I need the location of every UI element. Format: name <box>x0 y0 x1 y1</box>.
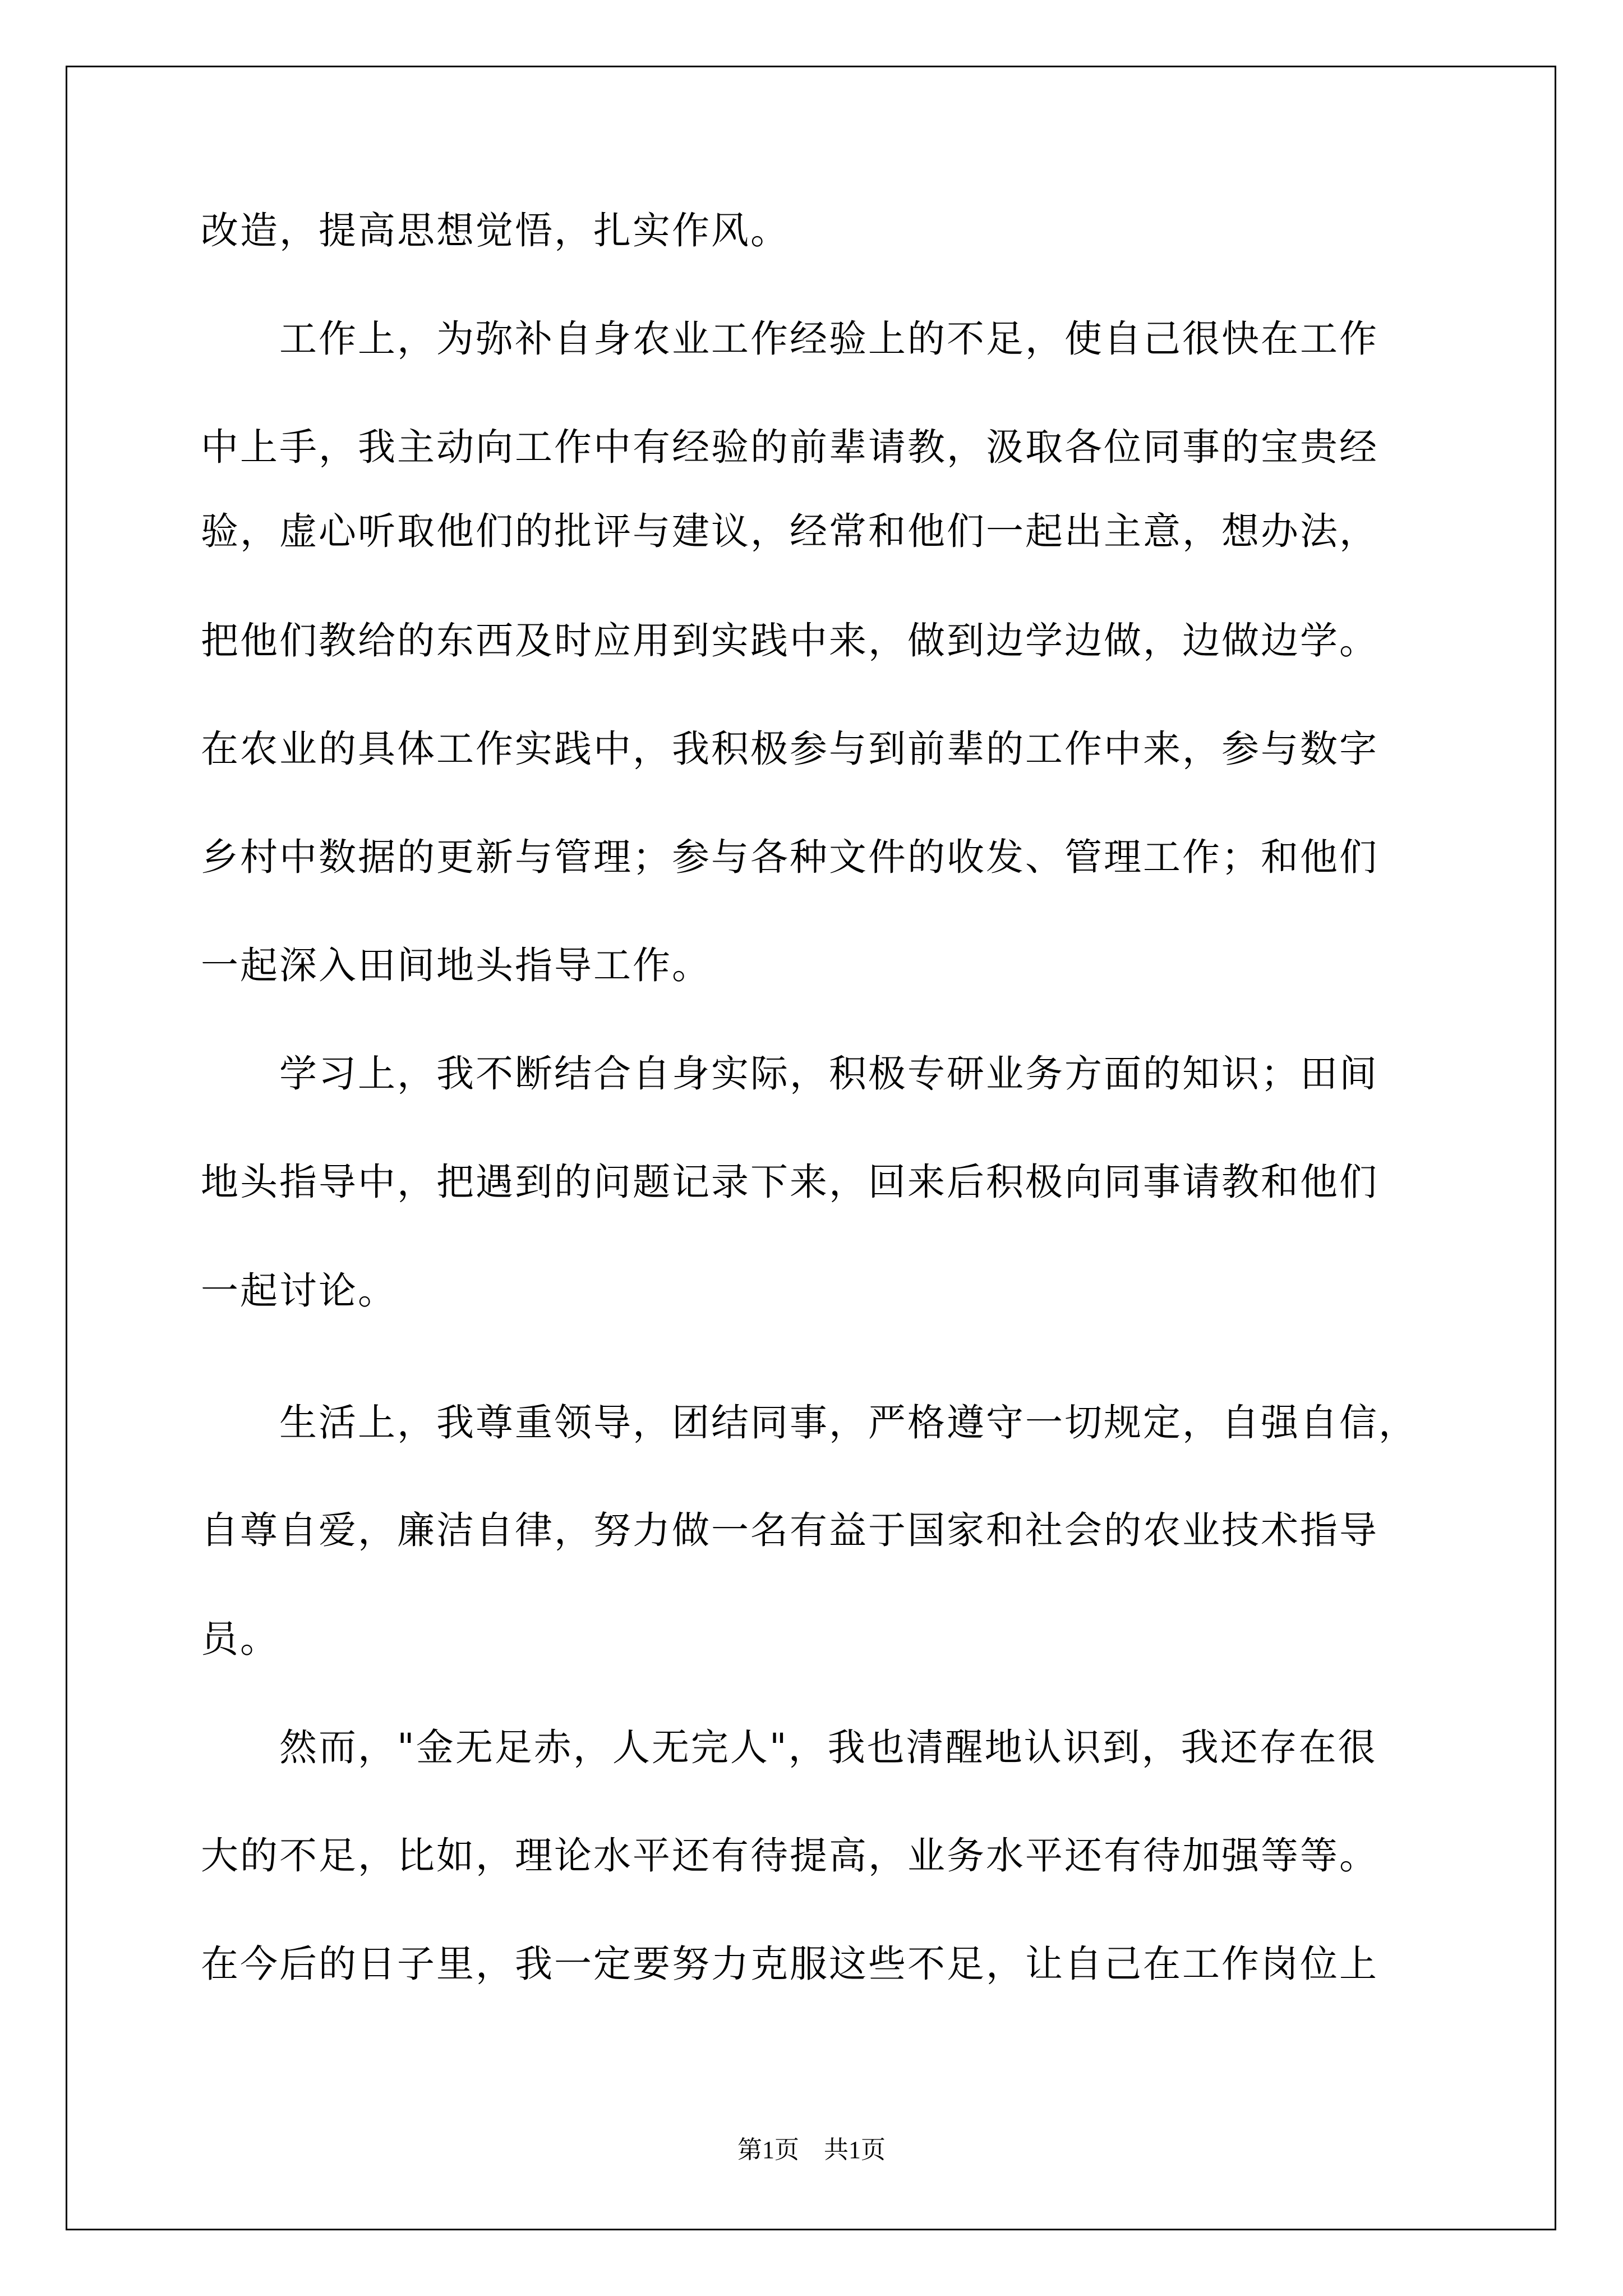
text-line: 工作上，为弥补自身农业工作经验上的不足，使自己很快在工作 <box>201 317 1378 361</box>
text-line: 然而，"金无足赤，人无完人"，我也清醒地认识到，我还存在很 <box>201 1726 1377 1769</box>
text-line: 一起深入田间地头指导工作。 <box>201 944 711 987</box>
text-line: 改造，提高思想觉悟，扎实作风。 <box>201 209 790 252</box>
text-line: 乡村中数据的更新与管理；参与各种文件的收发、管理工作；和他们 <box>201 835 1378 879</box>
text-line: 学习上，我不断结合自身实际，积极专研业务方面的知识；田间 <box>201 1052 1378 1096</box>
text-line: 一起讨论。 <box>201 1269 397 1313</box>
text-line: 中上手，我主动向工作中有经验的前辈请教，汲取各位同事的宝贵经 <box>201 425 1378 469</box>
text-line: 员。 <box>201 1617 279 1661</box>
text-line: 自尊自爱，廉洁自律，努力做一名有益于国家和社会的农业技术指导 <box>201 1508 1378 1552</box>
page-footer: 第1页 共1页 <box>737 2136 886 2164</box>
text-line: 在今后的日子里，我一定要努力克服这些不足，让自己在工作岗位上 <box>201 1942 1378 1986</box>
page-border <box>66 66 1556 2230</box>
text-line: 大的不足，比如，理论水平还有待提高，业务水平还有待加强等等。 <box>201 1834 1378 1878</box>
text-line: 地头指导中，把遇到的问题记录下来，回来后积极向同事请教和他们 <box>201 1160 1378 1204</box>
text-line: 验，虚心听取他们的批评与建议，经常和他们一起出主意，想办法， <box>201 509 1378 553</box>
text-line: 把他们教给的东西及时应用到实践中来，做到边学边做，边做边学。 <box>201 619 1378 662</box>
text-line: 在农业的具体工作实践中，我积极参与到前辈的工作中来，参与数字 <box>201 727 1378 771</box>
text-line: 生活上，我尊重领导，团结同事，严格遵守一切规定，自强自信， <box>201 1401 1418 1444</box>
